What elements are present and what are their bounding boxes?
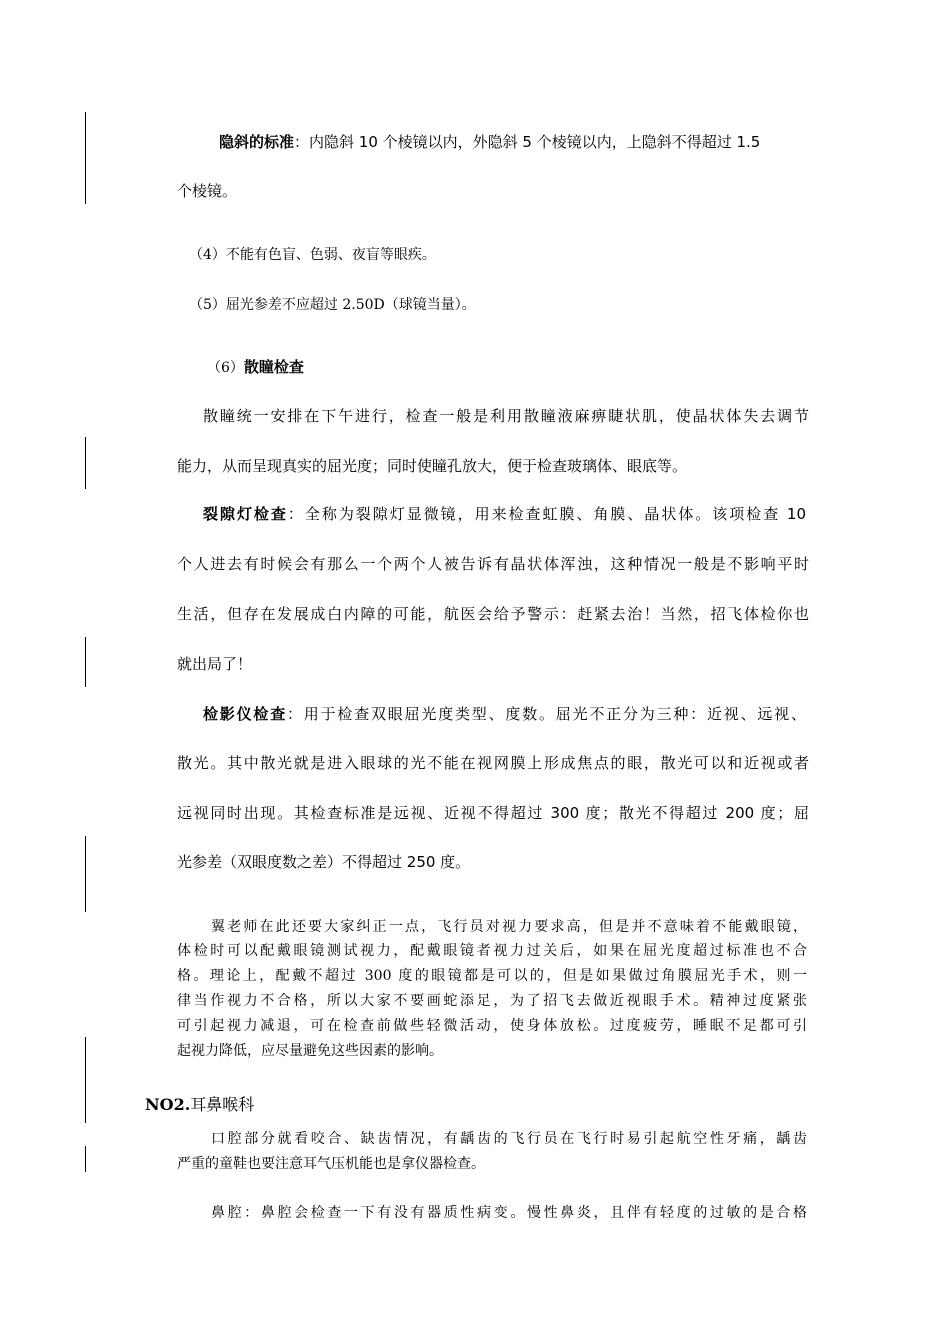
text-line: 律当作视力不合格，所以大家不要画蛇添足，为了招飞去做近视眼手术。精神过度紧张 bbox=[177, 993, 807, 1009]
revision-bar bbox=[85, 836, 86, 912]
text-line: 生活，但存在发展成白内障的可能，航医会给予警示：赶紧去治！当然，招飞体检你也 bbox=[177, 605, 809, 623]
text-line: 就出局了！ bbox=[177, 655, 253, 673]
text-line: 光参差（双眼度数之差）不得超过 250 度。 bbox=[177, 853, 471, 871]
text-line: 起视力降低，应尽量避免这些因素的影响。 bbox=[177, 1043, 443, 1059]
text-line: 口腔部分就看咬合、缺齿情况，有龋齿的飞行员在飞行时易引起航空性牙痛，龋齿 bbox=[211, 1131, 807, 1147]
text-line: 个人进去有时候会有那么一个两个人被告诉有晶状体浑浊，这种情况一般是不影响平时 bbox=[177, 555, 809, 573]
text-line: 鼻腔：鼻腔会检查一下有没有器质性病变。慢性鼻炎，且伴有轻度的过敏的是合格 bbox=[211, 1205, 807, 1221]
text-span: 利用散瞳液麻痹睫状肌，使晶状体失去调节 bbox=[490, 407, 809, 425]
revision-bar bbox=[85, 112, 86, 204]
text-line: 远视同时出现。其检查标准是远视、近视不得超过 300 度；散光不得超过 200 度；屈 bbox=[177, 804, 809, 822]
text-line: 格。理论上，配戴不超过 300 度的眼镜都是可以的，但是如果做过角膜屈光手术，则一 bbox=[177, 968, 807, 984]
text-span: ：用于检查双眼屈光度类型、度数。屈光不正分为三种：近视、远视、 bbox=[287, 705, 806, 723]
revision-bar bbox=[85, 1146, 86, 1172]
text-line: 翼老师在此还要大家纠正一点，飞行员对视力要求高，但是并不意味着不能戴眼镜， bbox=[211, 919, 807, 935]
text-span: 耳鼻喉科 bbox=[190, 1095, 255, 1114]
text-line bbox=[219, 131, 809, 152]
text-span: 散瞳统一安排在下午进行，检查一般是 bbox=[203, 407, 491, 425]
text-line bbox=[203, 503, 806, 524]
text-line: 体检时可以配戴眼镜测试视力，配戴眼镜者视力过关后，如果在屈光度超过标准也不合 bbox=[177, 943, 807, 959]
text-line: 严重的童鞋也要注意耳气压机能也是拿仪器检查。 bbox=[177, 1156, 485, 1172]
text-line: 散光。其中散光就是进入眼球的光不能在视网膜上形成焦点的眼，散光可以和近视或者 bbox=[177, 754, 809, 772]
text-line: 个棱镜。 bbox=[177, 182, 238, 200]
text-span: ：内隐斜 10 个棱镜以内，外隐斜 5 个棱镜以内，上隐斜不得超过 1.5 bbox=[294, 133, 761, 151]
text-line bbox=[203, 703, 806, 724]
text-span: （6） bbox=[207, 360, 244, 376]
section-heading bbox=[145, 1092, 254, 1115]
revision-bar bbox=[85, 1037, 86, 1123]
text-line: 能力，从而呈现真实的屈光度；同时使瞳孔放大，便于检查玻璃体、眼底等。 bbox=[177, 457, 688, 475]
text-span: NO2. bbox=[145, 1095, 191, 1114]
term-heading: 裂隙灯检查 bbox=[203, 505, 288, 523]
text-span: ：全称为裂隙灯显微镜，用来检查虹膜、角膜、晶状体。该项检查 10 bbox=[287, 505, 806, 523]
term-heading: 隐斜的标准 bbox=[219, 133, 295, 151]
text-span: 散瞳检查 bbox=[243, 358, 304, 376]
text-line: 可引起视力减退，可在检查前做些轻微活动，使身体放松。过度疲劳，睡眠不足都可引 bbox=[177, 1018, 807, 1034]
term-heading: 检影仪检查 bbox=[203, 705, 287, 723]
list-item: （5）屈光参差不应超过 2.50D（球镜当量）。 bbox=[189, 297, 476, 313]
text-line bbox=[203, 405, 809, 426]
revision-bar bbox=[85, 437, 86, 489]
revision-bar bbox=[85, 637, 86, 687]
list-item: （4）不能有色盲、色弱、夜盲等眼疾。 bbox=[189, 247, 436, 263]
section-heading bbox=[207, 356, 839, 377]
